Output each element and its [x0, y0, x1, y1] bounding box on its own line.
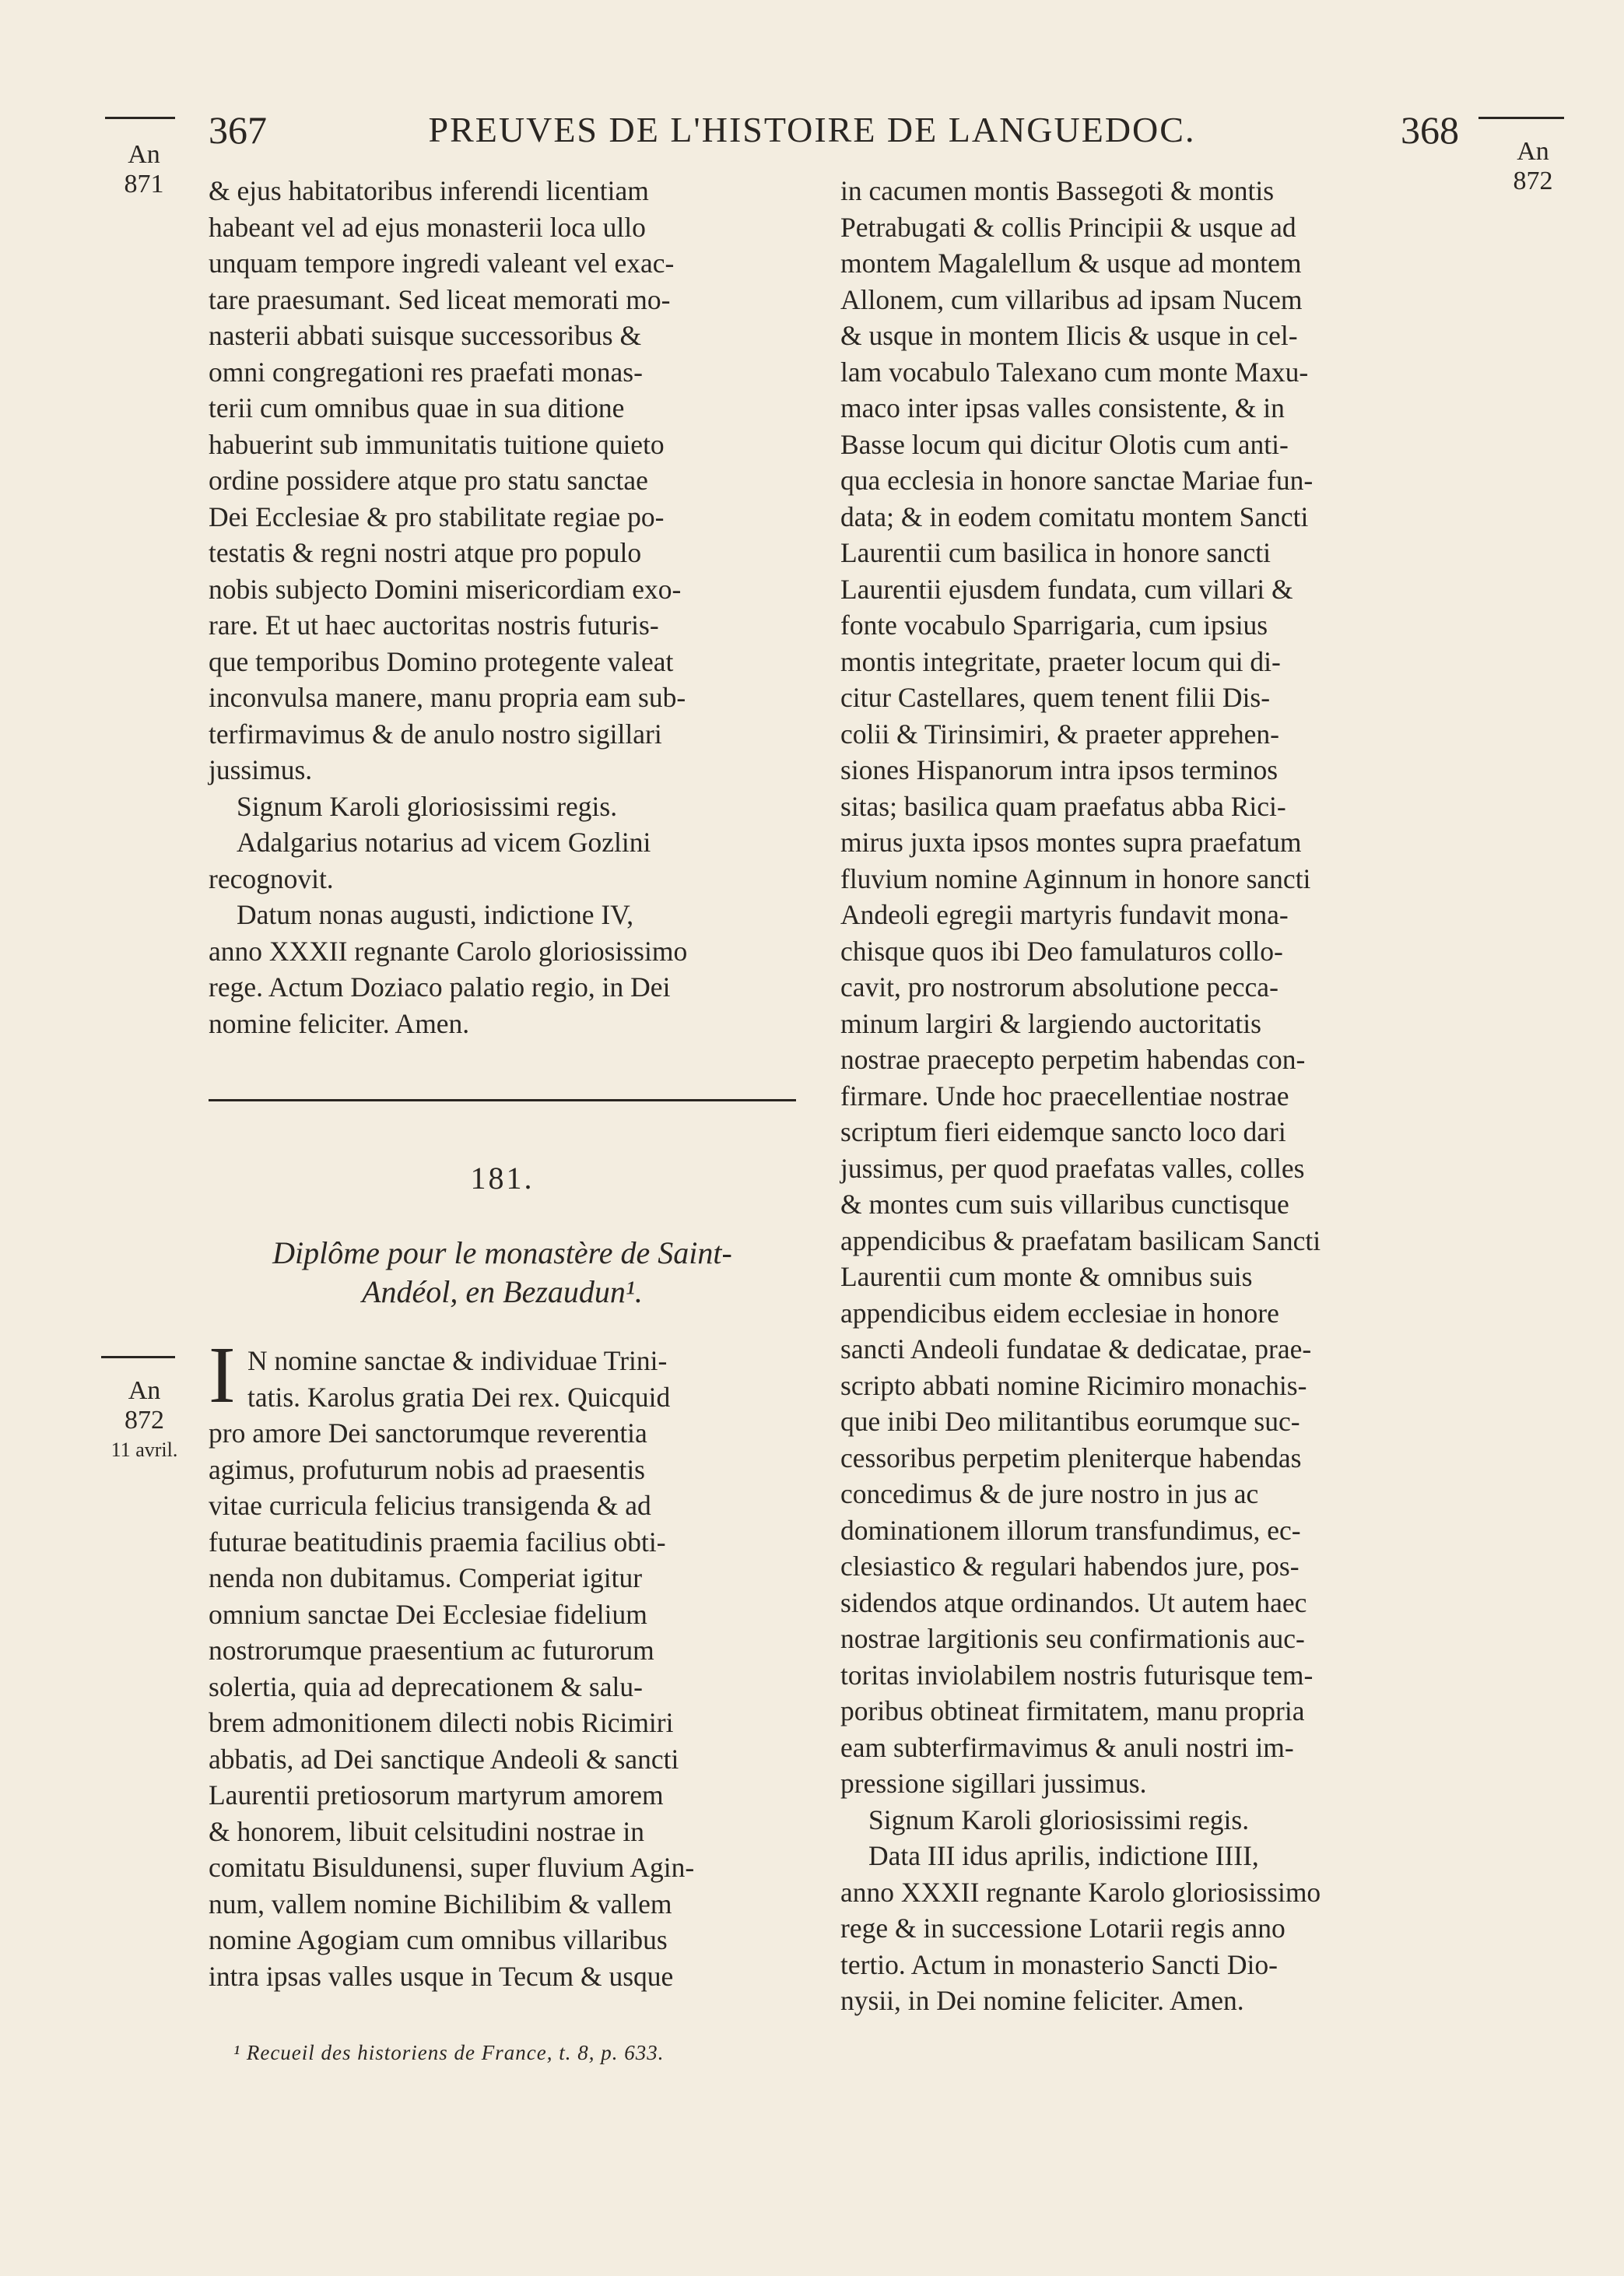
text-line: N nomine sanctae & individuae Trini- — [247, 1345, 668, 1376]
text-line: nobis subjecto Domini misericordiam exo- — [209, 573, 682, 605]
text-line: ordine possidere atque pro statu sanctae — [209, 465, 648, 496]
text-line: terii cum omnibus quae in sua ditione — [209, 392, 625, 423]
margin-note-top-right — [1498, 137, 1568, 196]
section-separator — [209, 1099, 796, 1101]
text-line: Data III idus aprilis, indictione IIII, — [868, 1840, 1259, 1871]
text-line: Laurentii ejusdem fundata, cum villari & — [840, 573, 1293, 605]
text-line: & honorem, libuit celsitudini nostrae in — [209, 1815, 645, 1847]
text-line: jussimus, per quod praefatas valles, colles — [840, 1152, 1305, 1184]
text-line: tatis. Karolus gratia Dei rex. Quicquid — [247, 1381, 671, 1413]
text-line: nenda non dubitamus. Comperiat igitur — [209, 1562, 643, 1593]
document-body-left — [209, 1415, 796, 1994]
margin-an: An — [128, 140, 160, 169]
text-line: rare. Et ut haec auctoritas nostris futuris- — [209, 609, 659, 641]
text-line: agimus, profuturum nobis ad praesentis — [209, 1453, 645, 1485]
text-line: anno XXXII regnante Karolo gloriosissimo — [840, 1876, 1321, 1908]
page-number-right: 368 — [1401, 108, 1459, 152]
text-line: Petrabugati & collis Principii & usque ad — [840, 211, 1296, 243]
document-first-lines — [247, 1343, 796, 1415]
text-line: vitae curricula felicius transigenda & ad — [209, 1490, 651, 1521]
text-line: que inibi Deo militantibus eorumque suc- — [840, 1406, 1300, 1437]
text-line: habeant vel ad ejus monasterii loca ullo — [209, 211, 646, 243]
text-line: Signum Karoli gloriosissimi regis. — [868, 1804, 1250, 1835]
text-line: rege. Actum Doziaco palatio regio, in Dei — [209, 971, 671, 1003]
text-line: & ejus habitatoribus inferendi licentiam — [209, 175, 649, 206]
text-line: brem admonitionem dilecti nobis Ricimiri — [209, 1707, 674, 1738]
margin-note-top-left — [109, 140, 179, 199]
margin-year: 871 — [124, 170, 164, 198]
text-line: pro amore Dei sanctorumque reverentia — [209, 1417, 647, 1449]
right-column-text — [840, 173, 1443, 2019]
text-line: unquam tempore ingredi valeant vel exac- — [209, 248, 675, 279]
text-line: concedimus & de jure nostro in jus ac — [840, 1478, 1259, 1509]
text-line: sitas; basilica quam praefatus abba Rici- — [840, 790, 1286, 822]
text-line: jussimus. — [209, 754, 313, 785]
text-line: terfirmavimus & de anulo nostro sigillari — [209, 718, 662, 750]
text-line: sancti Andeoli fundatae & dedicatae, prae- — [840, 1333, 1312, 1365]
text-line: Laurentii cum monte & omnibus suis — [840, 1261, 1253, 1292]
text-line: citur Castellares, quem tenent filii Dis- — [840, 682, 1271, 713]
margin-year: 872 — [125, 1406, 164, 1435]
text-line: Datum nonas augusti, indictione IV, — [237, 899, 634, 930]
text-line: nostrae largitionis seu confirmationis auc- — [840, 1623, 1305, 1654]
text-line: montis integritate, praeter locum qui di- — [840, 645, 1281, 677]
text-line: eam subterfirmavimus & anuli nostri im- — [840, 1731, 1294, 1763]
text-line: clesiastico & regulari habendos jure, pos- — [840, 1551, 1300, 1582]
text-line: Andeoli egregii martyris fundavit mona- — [840, 899, 1289, 930]
text-line: montem Magalellum & usque ad montem — [840, 248, 1302, 279]
margin-an: An — [128, 1376, 161, 1405]
text-line: omni congregationi res praefati monas- — [209, 356, 643, 388]
margin-date: 11 avril. — [110, 1438, 178, 1461]
text-line: cessoribus perpetim pleniterque habendas — [840, 1442, 1302, 1473]
text-line: toritas inviolabilem nostris futurisque tem- — [840, 1659, 1314, 1691]
text-line: Basse locum qui dicitur Olotis cum anti- — [840, 428, 1289, 460]
margin-an: An — [1517, 137, 1549, 166]
text-line: maco inter ipsas valles consistente, & in — [840, 392, 1285, 423]
text-line: siones Hispanorum intra ipsos terminos — [840, 754, 1279, 785]
text-line: scripto abbati nomine Ricimiro monachis- — [840, 1369, 1307, 1401]
text-line: recognovit. — [209, 862, 334, 894]
text-line: poribus obtineat firmitatem, manu propria — [840, 1695, 1305, 1726]
text-line: que temporibus Domino protegente valeat — [209, 645, 674, 677]
document-number: 181. — [470, 1161, 535, 1196]
text-line: nomine feliciter. Amen. — [209, 1007, 470, 1039]
text-line: scriptum fieri eidemque sancto loco dari — [840, 1116, 1286, 1147]
page-number-left: 367 — [209, 108, 267, 152]
text-line: Dei Ecclesiae & pro stabilitate regiae po- — [209, 501, 665, 532]
text-line: mirus juxta ipsos montes supra praefatum — [840, 827, 1302, 858]
text-line: qua ecclesia in honore sanctae Mariae fun- — [840, 465, 1314, 496]
text-line: intra ipsas valles usque in Tecum & usque — [209, 1960, 674, 1992]
text-line: & montes cum suis villaribus cunctisque — [840, 1189, 1289, 1220]
text-line: & usque in montem Ilicis & usque in cel- — [840, 320, 1298, 351]
text-line: comitatu Bisuldunensi, super fluvium Agin- — [209, 1852, 695, 1883]
text-line: pressione sigillari jussimus. — [840, 1768, 1147, 1799]
text-line: Allonem, cum villaribus ad ipsam Nucem — [840, 283, 1303, 315]
left-column-text — [209, 173, 800, 1041]
text-line: tare praesumant. Sed liceat memorati mo- — [209, 283, 671, 315]
text-line: rege & in successione Lotarii regis anno — [840, 1912, 1286, 1944]
text-line: fluvium nomine Aginnum in honore sancti — [840, 862, 1311, 894]
margin-rule-doc — [101, 1356, 175, 1358]
text-line: anno XXXII regnante Carolo gloriosissimo — [209, 935, 688, 967]
text-line: chisque quos ibi Deo famulaturos collo- — [840, 935, 1283, 967]
text-line: futurae beatitudinis praemia facilius obti- — [209, 1526, 666, 1558]
text-line: Signum Karoli gloriosissimi regis. — [237, 790, 618, 822]
margin-year: 872 — [1513, 167, 1553, 195]
text-line: solertia, quia ad deprecationem & salu- — [209, 1670, 643, 1702]
text-line: Laurentii cum basilica in honore sancti — [840, 537, 1271, 568]
text-line: num, vallem nomine Bichilibim & vallem — [209, 1888, 672, 1919]
drop-cap: I — [209, 1330, 236, 1420]
text-line: lam vocabulo Talexano cum monte Maxu- — [840, 356, 1309, 388]
text-line: testatis & regni nostri atque pro populo — [209, 537, 642, 568]
text-line: nasterii abbati suisque successoribus & — [209, 320, 642, 351]
text-line: firmare. Unde hoc praecellentiae nostrae — [840, 1080, 1289, 1112]
text-line: minum largiri & largiendo auctoritatis — [840, 1007, 1261, 1039]
text-line: fonte vocabulo Sparrigaria, cum ipsius — [840, 609, 1268, 641]
text-line: appendicibus & praefatam basilicam Sancti — [840, 1224, 1321, 1256]
text-line: inconvulsa manere, manu propria eam sub- — [209, 682, 686, 713]
document-title-line2: Andéol, en Bezaudun¹. — [362, 1274, 643, 1309]
text-line: nostrorumque praesentium ac futurorum — [209, 1635, 654, 1666]
text-line: dominationem illorum transfundimus, ec- — [840, 1514, 1301, 1546]
text-line: in cacumen montis Bassegoti & montis — [840, 175, 1275, 206]
text-line: Laurentii pretiosorum martyrum amorem — [209, 1779, 664, 1811]
text-line: colii & Tirinsimiri, & praeter apprehen- — [840, 718, 1279, 750]
text-line: nomine Agogiam cum omnibus villaribus — [209, 1924, 668, 1955]
text-line: data; & in eodem comitatu montem Sancti — [840, 501, 1309, 532]
text-line: Adalgarius notarius ad vicem Gozlini — [237, 827, 651, 858]
text-line: tertio. Actum in monasterio Sancti Dio- — [840, 1948, 1278, 1980]
running-title: PREUVES DE L'HISTOIRE DE LANGUEDOC. — [428, 110, 1196, 149]
text-line: nostrae praecepto perpetim habendas con- — [840, 1044, 1306, 1075]
text-line: habuerint sub immunitatis tuitione quieto — [209, 428, 665, 460]
footnote: ¹ Recueil des historiens de France, t. 8, p. 633. — [233, 2041, 665, 2064]
document-title-line1: Diplôme pour le monastère de Saint- — [272, 1235, 732, 1270]
text-line: sidendos atque ordinandos. Ut autem haec — [840, 1586, 1307, 1618]
text-line: abbatis, ad Dei sanctique Andeoli & sancti — [209, 1743, 679, 1775]
text-line: appendicibus eidem ecclesiae in honore — [840, 1297, 1279, 1329]
text-line: cavit, pro nostrorum absolutione pecca- — [840, 971, 1279, 1003]
document-title — [209, 1234, 796, 1312]
text-line: omnium sanctae Dei Ecclesiae fidelium — [209, 1598, 647, 1630]
text-line: nysii, in Dei nomine feliciter. Amen. — [840, 1985, 1244, 2016]
margin-note-doc — [107, 1376, 181, 1465]
